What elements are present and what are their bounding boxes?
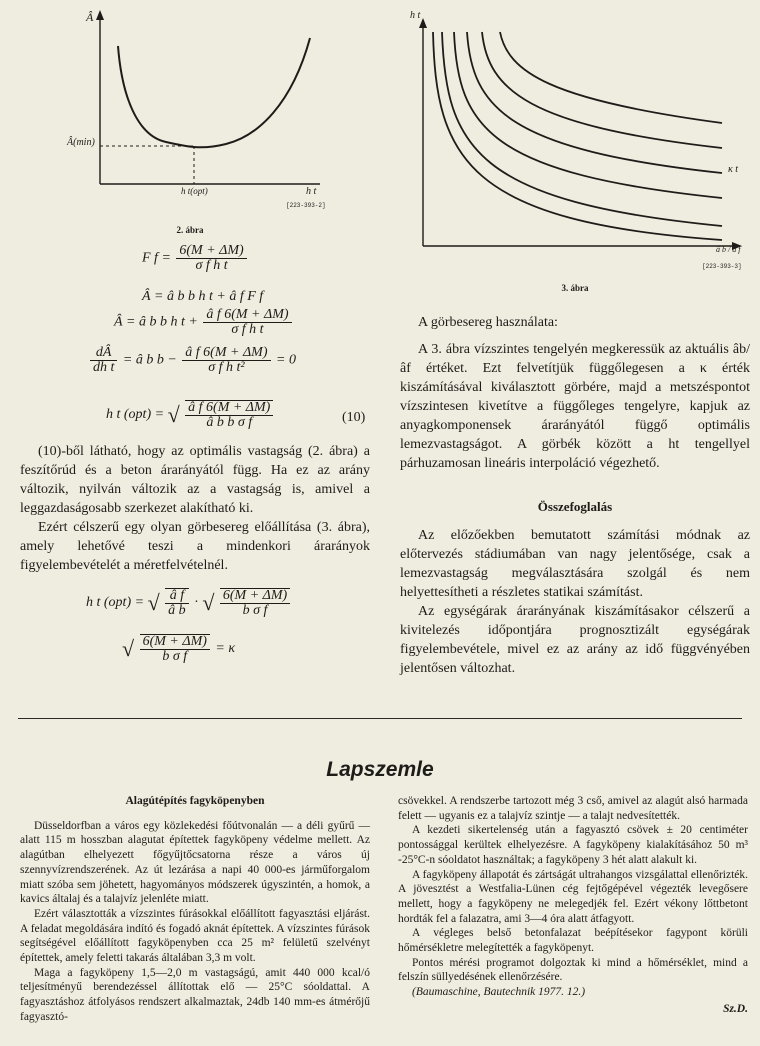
left-column-text (20, 442, 370, 575)
equation-6-b-den: b σ f (242, 603, 268, 618)
figure-3-curve-3 (454, 32, 722, 198)
equation-6-a-den: â b (168, 603, 186, 618)
lapszemle-signature: Sz.D. (723, 1002, 748, 1015)
equation-4-fraction (182, 346, 270, 375)
equation-6: h t (opt) = √ $\frac{\text{â f}}{\text{â b}}$ · √ $\frac{6(M + \Delta M)}{\text{b σ f}}$ (86, 588, 292, 618)
equation-1-lhs: F f = (142, 250, 171, 266)
equation-6-lhs: h t (opt) = (86, 595, 145, 611)
lapszemle-right-paragraph-3: A végleges belső betonfalazat beépítésekor fagypont körüli hőmérsékletre melegítették a fagyköpenyt. (398, 927, 748, 955)
lapszemle-title: Lapszemle (326, 758, 434, 781)
equation-1-fraction (176, 244, 246, 273)
equation-4-derivative-num: dÂ (90, 346, 117, 361)
right-paragraph-2: Az előzőekben bemutatott számítási módnak az előtervezés stádiumában van nagy jelentősége, csak a lemezvastagság megválasztására szolgál és nem helyettesítheti a részletes statikai számítást. (400, 528, 750, 600)
lapszemle-right-column (398, 794, 748, 1017)
right-paragraph-1: A 3. ábra vízszintes tengelyén megkeressük az aktuális âb/âf értéket. Ezt felvetítjük függőlegesen a κ érték kiszámításával kiválasztott görbére, majd a metszéspontot vízszintesen kivetítve a függőleges tengelyre, kapjuk az anyagkomponensek árarányától függő optimális lemezvastagságot. A görbék között a ht tengellyel párhuzamosan lineáris interpoláció végezhető. (400, 342, 750, 471)
figure-3-caption: 3. ábra (561, 283, 589, 293)
equation-1 (142, 244, 249, 273)
lapszemle-source: (Baumaschine, Bautechnik 1977. 12.) (412, 986, 586, 999)
equation-5-denominator: â b b σ f (206, 415, 253, 430)
equation-4-rhs: = 0 (276, 352, 296, 368)
equation-3-lhs: Â = â b b h t + (114, 314, 198, 330)
equation-6-fraction-a (165, 588, 189, 618)
left-paragraph-2: Ezért célszerű egy olyan görbesereg előállítása (3. ábra), amely lehetővé teszi a mindenkori árarányok figyelembevételét a méretfelvételnél. (20, 520, 370, 573)
lapszemle-left-column (20, 794, 370, 1025)
figure-2-x-label: h t (306, 186, 317, 197)
right-paragraph-3: Az egységárak árarányának kiszámításakor célszerű a kivitelezés időpontjára prognosztizált egységárak figyelembevétele, mivel ez az arány az idő függvényében jelentősen változhat. (400, 604, 750, 676)
equation-4-denominator: σ f h t² (208, 360, 245, 375)
equation-4-derivative (90, 346, 117, 375)
lapszemle-left-paragraph-2: Ezért választották a vízszintes fúrásokkal előállított fagyasztási eljárást. A feladat megoldására indító és fogadó aknát építettek. A vízszintes fúrások segítségével előállított fagyköpenyben cca 25 m² felületű szelvényt építettek, amely feletti takarás általában 3,3 m volt. (20, 907, 370, 965)
equation-7-fraction (140, 634, 210, 664)
equation-4-numerator: â f 6(M + ΔM) (182, 346, 270, 361)
figure-3-stamp: [223-393-3] (702, 263, 742, 270)
equation-6-fraction-b (220, 588, 290, 618)
equation-4-derivative-den: dh t (93, 360, 115, 375)
equation-2: Â = â b b h t + â f F f (142, 289, 264, 304)
equation-3-denominator: σ f h t (231, 322, 264, 337)
lapszemle-right-paragraph-2: A fagyköpeny állapotát és zártságát ultrahangos vizsgálattal ellenőrizték. A jövesztést a Westfalia-Lünen cég fejtőgépével végezték levegősere mellett, hogy a fagyköpeny ne melegedjék fel. Ezért vékony lőttbetont hordták fel a falazatra, ami 3—4 óra alatt átfagyott. (398, 868, 748, 925)
equation-7-num: 6(M + ΔM) (140, 635, 210, 650)
equation-1-denominator: σ f h t (195, 258, 228, 273)
figure-3-plot (400, 8, 750, 283)
left-paragraph-1: (10)-ből látható, hogy az optimális vastagság (2. ábra) a feszítőrúd és a beton árarányától függ. Ha ez az arány változik, nyilván változik az a vastagság is, amivel a leggazdaságosabb szerkezet alakítható ki. (20, 444, 370, 516)
lapszemle-right-paragraph-1: A kezdeti sikertelenség után a fagyasztó csövek ± 20 centiméter pontossággal kerültek elhelyezésre. A fagyköpeny kialakításához 50 m³ -25°C-n sóoldatot használtak; a fagyköpeny 3 hét alatt alakult ki. (398, 824, 748, 866)
article-title: Alagútépítés fagyköpenyben (125, 795, 265, 807)
figure-3-curve-2 (442, 32, 722, 226)
figure-3-curve-1 (433, 32, 722, 240)
equation-1-numerator: 6(M + ΔM) (176, 244, 246, 259)
lapszemle-right-paragraph-4: Pontos mérési programot dolgoztak ki mind a hőmérséklet, mind a felszín süllyedésének ellenőrzésére. (398, 956, 748, 984)
figure-2-opt-label: h t(opt) (181, 186, 208, 196)
equation-5-fraction (185, 400, 273, 430)
right-heading-usage: A görbesereg használata: (418, 315, 558, 330)
right-column-text (400, 313, 750, 678)
figure-2-min-label: Â(min) (67, 137, 95, 148)
figure-3-curve-family (433, 32, 722, 240)
figure-2-stamp: [223-393-2] (286, 202, 326, 209)
lapszemle-right-continuation: csövekkel. A rendszerbe tartozott még 3 cső, amivel az alagút alsó harmada felett — ugyanis ez a talajvíz szintje — a talajt nedvesítették. (398, 795, 748, 822)
equation-3-fraction (203, 308, 291, 337)
equation-7-rhs: = κ (215, 641, 236, 657)
figure-3-curve-5 (482, 32, 722, 148)
figure-3-curve-6 (500, 32, 722, 123)
equation-5: h t (opt) = √ $\frac{\text{â f 6(M + ΔM)}}{\text{â b b σ f}}$ (106, 400, 275, 430)
equation-5-lhs: h t (opt) = (106, 407, 165, 423)
figure-3-curve-4 (467, 32, 722, 173)
section-heading-summary: Összefoglalás (537, 499, 613, 514)
lapszemle-left-paragraph-3: Maga a fagyköpeny 1,5—2,0 m vastagságú, amit 440 000 kcal/ó teljesítményű berendezéssel állítottak elő — 25°C sóoldattal. A fagyasztáshoz átfolyásos rendszert alkalmaztak, 24db 140 mm-es átmérőjű fagyasztó- (20, 966, 370, 1023)
lapszemle-left-paragraph-1: Düsseldorfban a város egy közlekedési főútvonalán — a déli gyűrű — alatt 115 m hosszban alagutat építettek fagyköpeny védelme mellett. Az alagútban elhelyezett főgyűjtőcsatorna része a város új szennyvízrendszerének. Az út lezárása a napi 40 000-es járműforgalom miatt szóba sem jöhetett, hagyományos módszerek úgyszintén, a homok, a kavics általaj és a talajvíz jelenléte miatt. (20, 819, 370, 906)
equation-6-a-num: â f (165, 589, 189, 604)
figure-2-caption: 2. ábra (176, 225, 204, 235)
equation-5-numerator: â f 6(M + ΔM) (185, 401, 273, 416)
equation-6-b-num: 6(M + ΔM) (220, 589, 290, 604)
figure-3-x-label: â b / â f (716, 245, 741, 254)
figure-3-curve-label: κ t (728, 164, 739, 175)
equation-3 (114, 308, 294, 337)
figure-3-y-label: h t (410, 10, 421, 21)
figure-2-y-label: Â (86, 10, 94, 24)
equation-5-number: (10) (342, 410, 366, 425)
equation-7: √ $\frac{6(M + \Delta M)}{\text{b σ f}}$ = κ (122, 634, 236, 664)
figure-2-cost-curve (118, 38, 310, 147)
equation-4-mid: = â b b − (122, 352, 177, 368)
section-divider (18, 718, 742, 719)
equation-4 (88, 346, 296, 375)
equation-7-den: b σ f (162, 649, 188, 664)
equation-3-numerator: â f 6(M + ΔM) (203, 308, 291, 323)
